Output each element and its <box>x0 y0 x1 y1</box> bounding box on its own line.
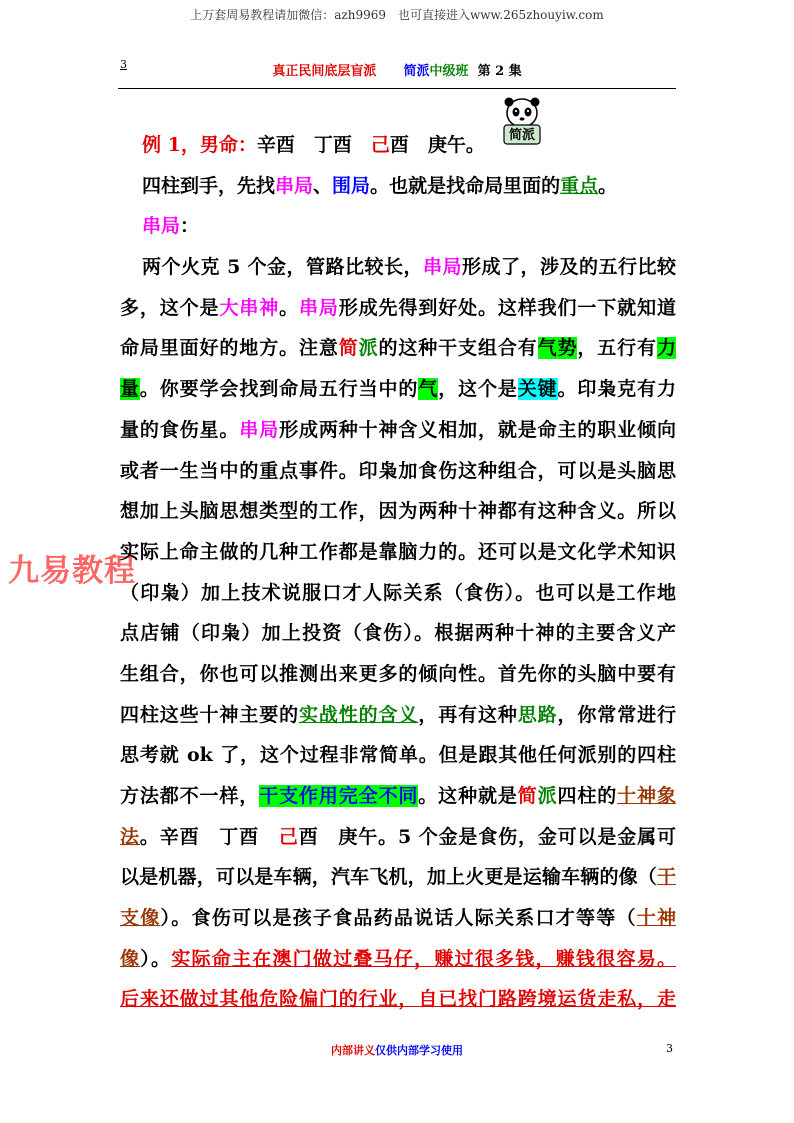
text-span: 。你要学会找到命局五行当中的 <box>139 378 419 401</box>
text-span: 酉 庚午。 <box>389 134 485 156</box>
text-span: ，你常常进行 <box>557 703 676 726</box>
page-footer <box>0 1042 794 1058</box>
text-line-4 <box>120 250 676 291</box>
text-span: 、 <box>313 174 333 197</box>
text-span: ，再有这种 <box>418 703 518 726</box>
text-span: 方法都不一样， <box>120 785 260 807</box>
header-page-number: 3 <box>120 58 127 71</box>
text-span: 。 <box>598 174 618 197</box>
text-line-5 <box>120 291 676 332</box>
text-span: 辛酉 丁酉 <box>256 134 371 156</box>
header-title-part3: 中级班 <box>429 64 469 79</box>
text-span: 命局里面好的地方。注意 <box>120 337 339 360</box>
highlight-qi: 气 <box>418 378 439 401</box>
keyword-weiju: 围局 <box>332 174 371 197</box>
text-span: 量的食伤星。 <box>120 418 240 441</box>
day-master: 己 <box>370 134 390 156</box>
text-line-22: 后来还做过其他危险偏门的行业，自已找门路跨境运货走私，走 <box>120 988 676 1011</box>
text-span: 四柱到手，先找 <box>142 174 276 197</box>
keyword-chuanju: 串局 <box>275 174 314 197</box>
text-span: 四柱这些十神主要的 <box>120 703 299 726</box>
header-title-part4: 第 2 集 <box>477 64 522 79</box>
highlight-li: 力 <box>656 337 676 360</box>
text-line-17 <box>120 779 676 820</box>
keyword-shishen: 十神 <box>636 907 676 930</box>
keyword-zhongdian: 重点 <box>560 174 599 197</box>
highlight-guanjian: 关键 <box>517 378 558 401</box>
text-span: 形成两种十神含义相加，就是命主的职业倾向 <box>279 418 676 441</box>
text-line-16: 思考就 ok 了，这个过程非常简单。但是跟其他任何派别的四柱 <box>120 744 676 767</box>
page-header <box>118 58 676 89</box>
text-line-3 <box>120 209 676 250</box>
text-line-20 <box>120 901 676 942</box>
keyword-zhixiang: 支像 <box>120 907 161 930</box>
keyword-chuanju: 串局 <box>239 418 280 441</box>
text-line-9: 或者一生当中的重点事件。印枭加食伤这种组合，可以是头脑思 <box>120 459 676 482</box>
text-span: ，这个是 <box>438 378 518 401</box>
text-span: ： <box>180 215 200 238</box>
highlight-ganzhi: 干支作用完全不同 <box>259 785 419 807</box>
text-span: ）。食伤可以是孩子食品药品说话人际关系口才等等（ <box>160 907 637 930</box>
footer-part2: 仅供内部学习使用 <box>375 1044 463 1057</box>
text-line-21 <box>120 942 676 983</box>
keyword-silu: 思路 <box>517 703 558 726</box>
watermark-text: 九易教程 <box>8 553 136 589</box>
keyword-chuanju: 串局 <box>422 256 462 279</box>
text-span: 以是机器，可以是车辆，汽车飞机，加上火更是运输车辆的像（ <box>120 866 657 889</box>
keyword-jian: 简 <box>517 785 538 807</box>
header-title-part1: 真正民间底层盲派 <box>272 64 377 79</box>
footer-part1: 内部讲义 <box>331 1044 375 1057</box>
text-line-11: 实际上命主做的几种工作都是靠脑力的。还可以是文化学术知识 <box>120 540 676 563</box>
case-fact-text: 实际命主在澳门做过叠马仔，赚过很多钱，赚钱很容易。 <box>171 947 676 970</box>
footer-page-number: 3 <box>666 1042 673 1055</box>
text-line-1 <box>120 128 676 169</box>
day-master: 己 <box>278 825 299 848</box>
text-span: 。 <box>279 296 299 319</box>
text-span: 。也就是找命局里面的 <box>370 174 561 197</box>
text-line-15 <box>120 698 676 739</box>
text-span: 形成了，涉及的五行比较 <box>461 256 676 279</box>
example-label: 例 1，男命： <box>142 134 257 156</box>
header-title-part2: 简派 <box>403 64 430 79</box>
text-span: ，五行有 <box>577 337 657 360</box>
document-body <box>120 128 676 1023</box>
text-line-6 <box>120 331 676 372</box>
text-span: 。辛酉 丁酉 <box>139 825 279 848</box>
keyword-xiang: 像 <box>120 947 141 970</box>
highlight-liang: 量 <box>120 378 140 401</box>
text-line-19 <box>120 860 676 901</box>
text-span: 形成先得到好处。这样我们一下就知道 <box>338 296 676 319</box>
top-watermark-note: 上万套周易教程请加微信：azh9969 也可直接进入www.265zhouyiw.com <box>190 8 604 22</box>
text-span: 。这种就是 <box>418 785 518 807</box>
keyword-jian: 简 <box>338 337 359 360</box>
keyword-dachuanshen: 大串神 <box>219 296 280 319</box>
keyword-shishenxiang: 十神象 <box>617 785 676 807</box>
text-span: 。印枭克有力 <box>557 378 676 401</box>
text-line-18 <box>120 820 676 861</box>
keyword-pai: 派 <box>358 337 379 360</box>
text-span: 两个火克 5 个金，管路比较长， <box>142 256 423 279</box>
text-line-12: （印枭）加上技术说服口才人际关系（食伤）。也可以是工作地 <box>120 581 676 604</box>
text-line-10: 想加上头脑思想类型的工作，因为两种十神都有这种含义。所以 <box>120 500 676 523</box>
keyword-pai: 派 <box>537 785 558 807</box>
text-line-13: 点店铺（印枭）加上投资（食伤）。根据两种十神的主要含义产 <box>120 622 676 645</box>
text-span: ）。 <box>140 947 172 970</box>
section-heading: 串局 <box>142 215 181 238</box>
keyword-gan: 干 <box>656 866 676 889</box>
text-span: 的这种干支组合有 <box>378 337 538 360</box>
text-span: 四柱的 <box>557 785 618 807</box>
text-span: 酉 庚午。5 个金是食伤，金可以是金属可 <box>298 825 676 848</box>
text-line-8 <box>120 413 676 454</box>
header-title <box>118 60 676 79</box>
panda-label: 简派 <box>508 128 536 143</box>
text-line-7 <box>120 372 676 413</box>
text-line-2 <box>120 169 676 210</box>
text-span: 多，这个是 <box>120 296 220 319</box>
keyword-shizhan: 实战性的含义 <box>298 703 419 726</box>
highlight-qishi: 气势 <box>537 337 578 360</box>
keyword-fa: 法 <box>120 825 140 848</box>
text-line-14: 生组合，你也可以推测出来更多的倾向性。首先你的头脑中要有 <box>120 662 676 685</box>
keyword-chuanju: 串局 <box>299 296 339 319</box>
